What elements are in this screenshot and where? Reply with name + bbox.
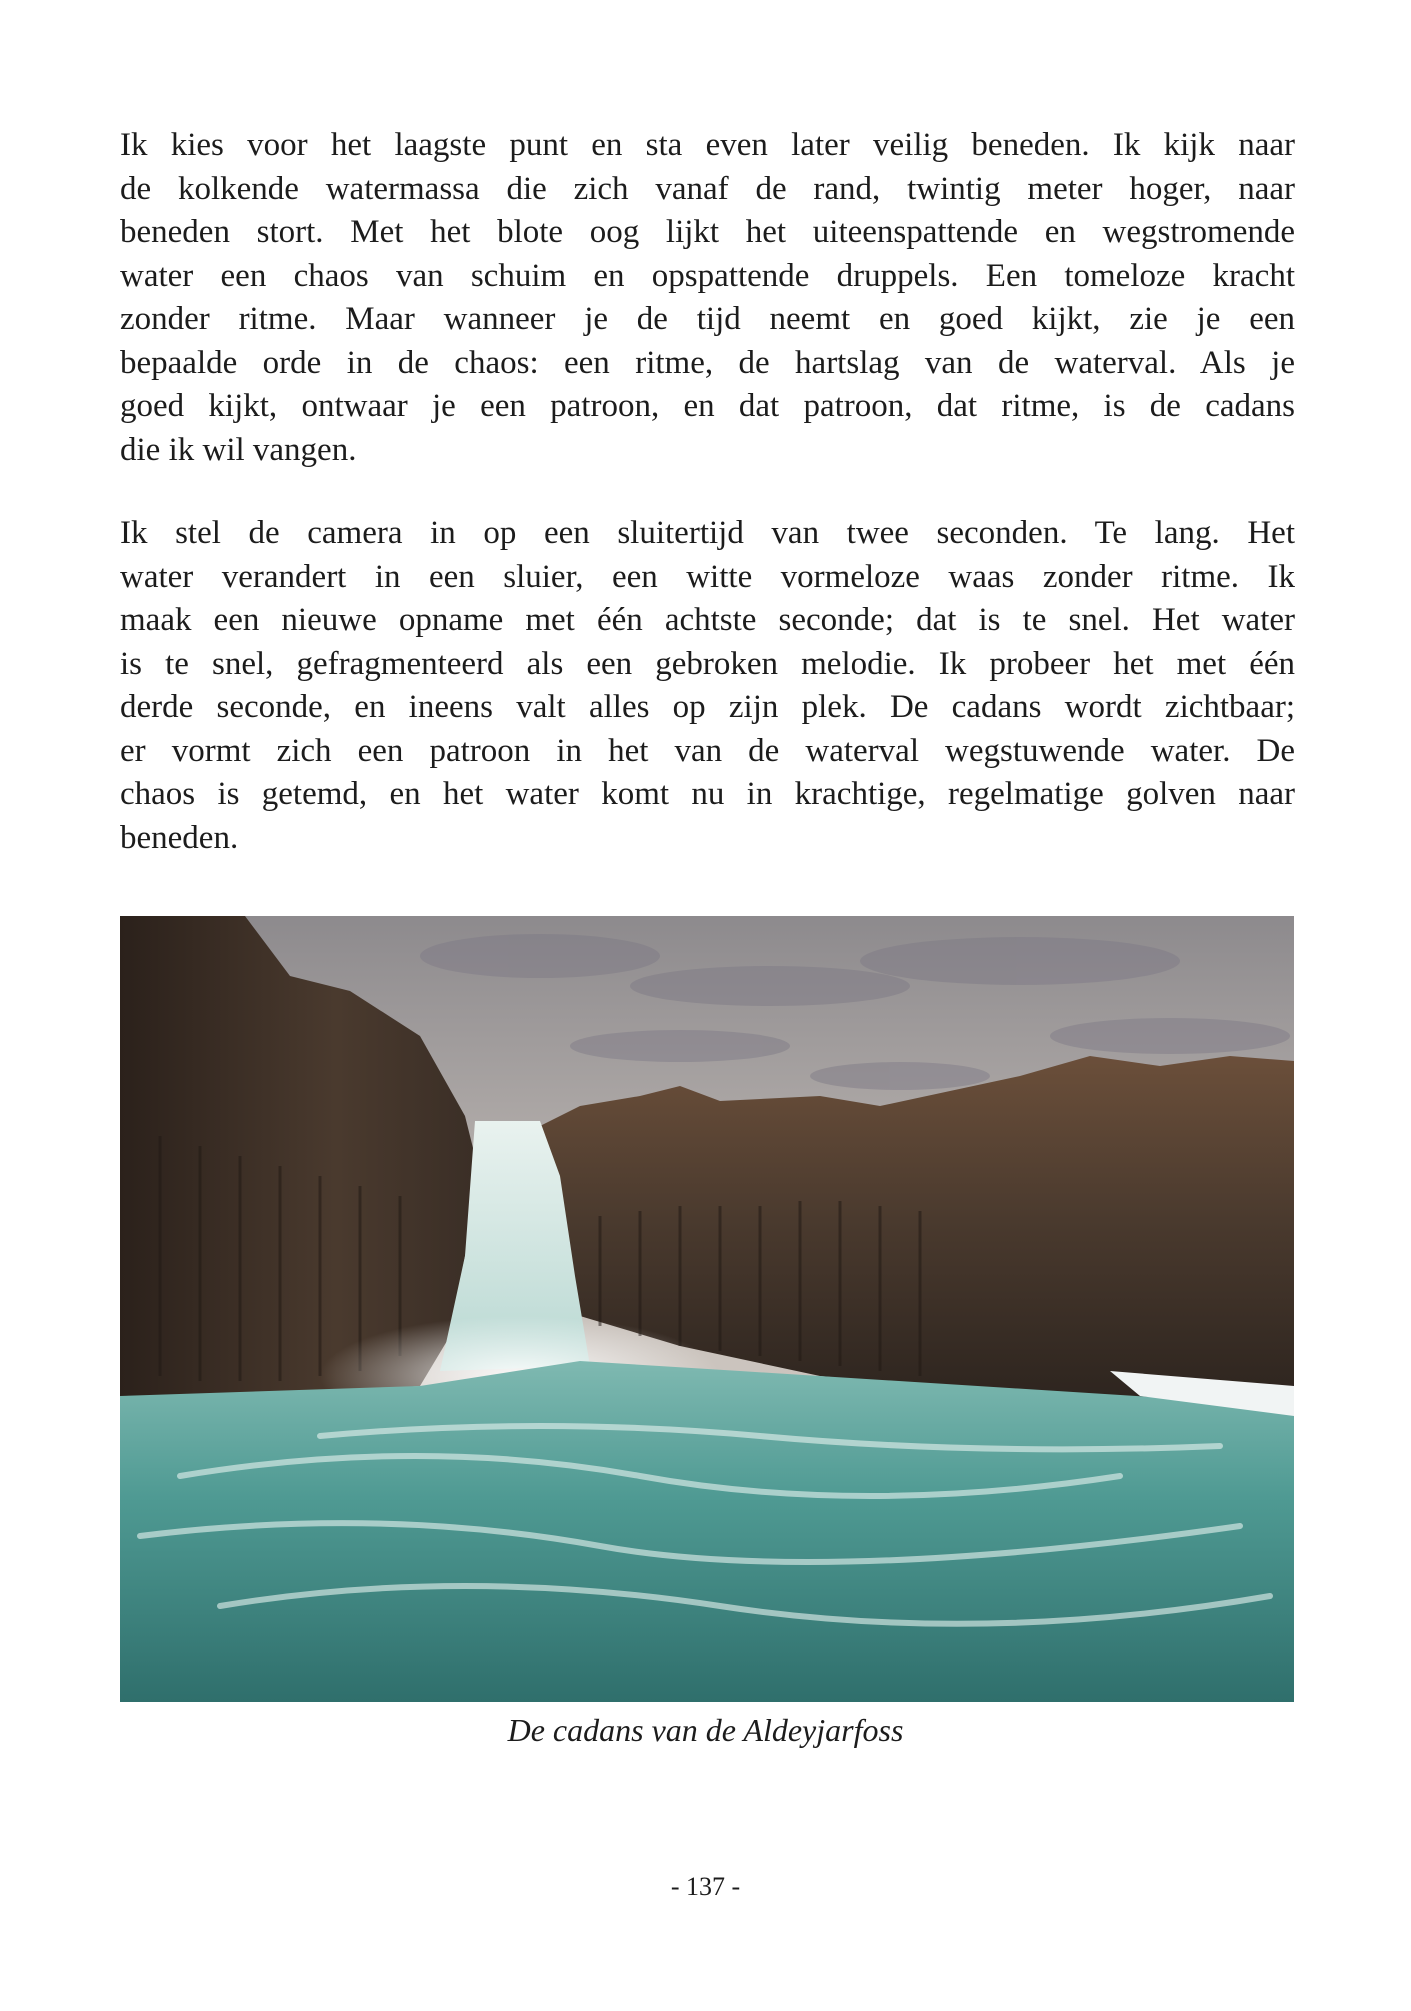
paragraph-line: goed kijkt, ontwaar je een patroon, en dat patroon, dat ritme, is de cadans bbox=[120, 388, 1295, 424]
paragraph-line: water een chaos van schuim en opspattende druppels. Een tomeloze kracht bbox=[120, 257, 1295, 294]
paragraph-1 bbox=[120, 124, 1295, 472]
paragraph-line: de kolkende watermassa die zich vanaf de rand, twintig meter hoger, naar bbox=[120, 170, 1295, 207]
paragraph-line: beneden stort. Met het blote oog lijkt het uiteenspattende en wegstromende bbox=[120, 214, 1295, 250]
paragraph-line: beneden. bbox=[120, 819, 239, 856]
paragraph-line: Ik kies voor het laagste punt en sta even later veilig beneden. Ik kijk naar bbox=[120, 127, 1295, 163]
page-number: - 137 - bbox=[670, 1872, 741, 1901]
waterfall-photo bbox=[120, 916, 1294, 1702]
paragraph-line: derde seconde, en ineens valt alles op zijn plek. De cadans wordt zichtbaar; bbox=[120, 689, 1295, 725]
paragraph-line: is te snel, gefragmenteerd als een gebroken melodie. Ik probeer het met één bbox=[120, 645, 1295, 682]
paragraph-line: Ik stel de camera in op een sluitertijd van twee seconden. Te lang. Het bbox=[120, 515, 1295, 551]
paragraph-line: bepaalde orde in de chaos: een ritme, de hartslag van de waterval. Als je bbox=[120, 344, 1295, 381]
paragraph-line: water verandert in een sluier, een witte vormeloze waas zonder ritme. Ik bbox=[120, 558, 1295, 595]
paragraph-line: zonder ritme. Maar wanneer je de tijd neemt en goed kijkt, zie je een bbox=[120, 301, 1295, 337]
paragraph-line: maak een nieuwe opname met één achtste seconde; dat is te snel. Het water bbox=[120, 602, 1295, 638]
figure-caption: De cadans van de Aldeyjarfoss bbox=[507, 1712, 904, 1748]
waterfall-photo-icon bbox=[120, 916, 1294, 1702]
paragraph-2 bbox=[120, 512, 1295, 860]
paragraph-line: er vormt zich een patroon in het van de waterval wegstuwende water. De bbox=[120, 732, 1295, 769]
paragraph-line: die ik wil vangen. bbox=[120, 431, 357, 468]
paragraph-line: chaos is getemd, en het water komt nu in krachtige, regelmatige golven naar bbox=[120, 776, 1295, 812]
